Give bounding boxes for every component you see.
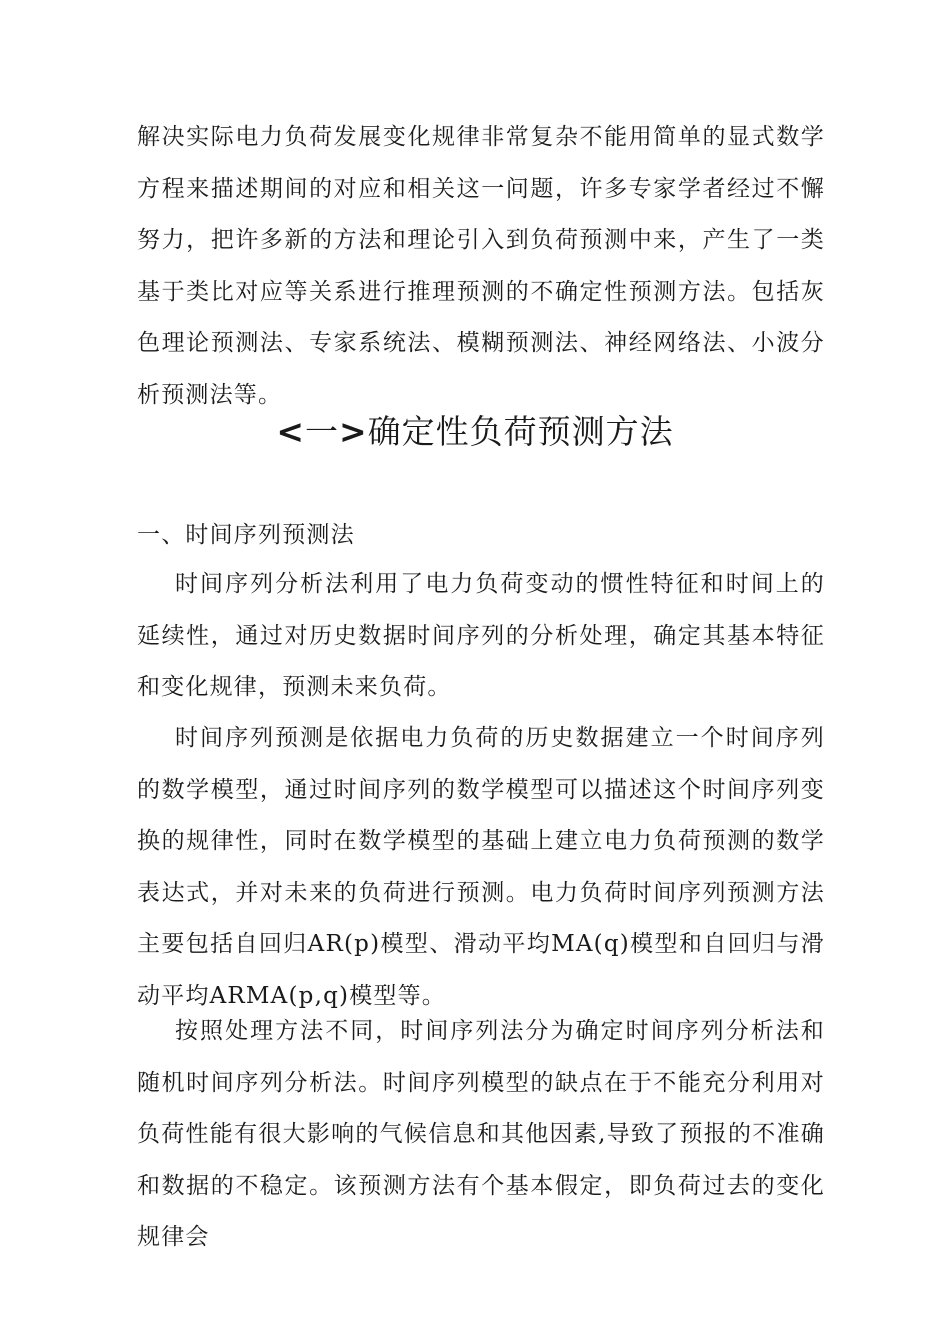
body-paragraph: 按照处理方法不同，时间序列法分为确定时间序列分析法和随机时间序列分析法。时间序列模型的缺点在于不能充分利用对负荷性能有很大影响的气候信息和其他因素,导致了预报的不准确和数据的不稳定。该预测方法有个基本假定，即负荷过去的变化规律会 [137, 1018, 825, 1250]
heading-number: 一 [305, 412, 339, 451]
heading-open-bracket: < [276, 412, 305, 451]
subsection-heading: 一、时间序列预测法 [137, 522, 355, 548]
intro-paragraph: 解决实际电力负荷发展变化规律非常复杂不能用简单的显式数学方程来描述期间的对应和相关这一问题，许多专家学者经过不懈努力，把许多新的方法和理论引入到负荷预测中来，产生了一类基于类比对应等关系进行推理预测的不确定性预测方法。包括灰色理论预测法、专家系统法、模糊预测法、神经网络法、小波分析预测法等。 [137, 124, 825, 408]
heading-title: 确定性负荷预测方法 [367, 412, 674, 451]
heading-close-bracket: > [339, 412, 368, 451]
section-heading [0, 402, 950, 462]
body-paragraph: 时间序列预测是依据电力负荷的历史数据建立一个时间序列的数学模型，通过时间序列的数学模型可以描述这个时间序列变换的规律性，同时在数学模型的基础上建立电力负荷预测的数学表达式，并对未来的负荷进行预测。电力负荷时间序列预测方法主要包括自回归AR(p)模型、滑动平均MA(q)模型和自回归与滑动平均ARMA(p,q)模型等。 [137, 725, 825, 1009]
body-paragraph: 时间序列分析法利用了电力负荷变动的惯性特征和时间上的延续性，通过对历史数据时间序列的分析处理，确定其基本特征和变化规律，预测未来负荷。 [137, 571, 825, 700]
